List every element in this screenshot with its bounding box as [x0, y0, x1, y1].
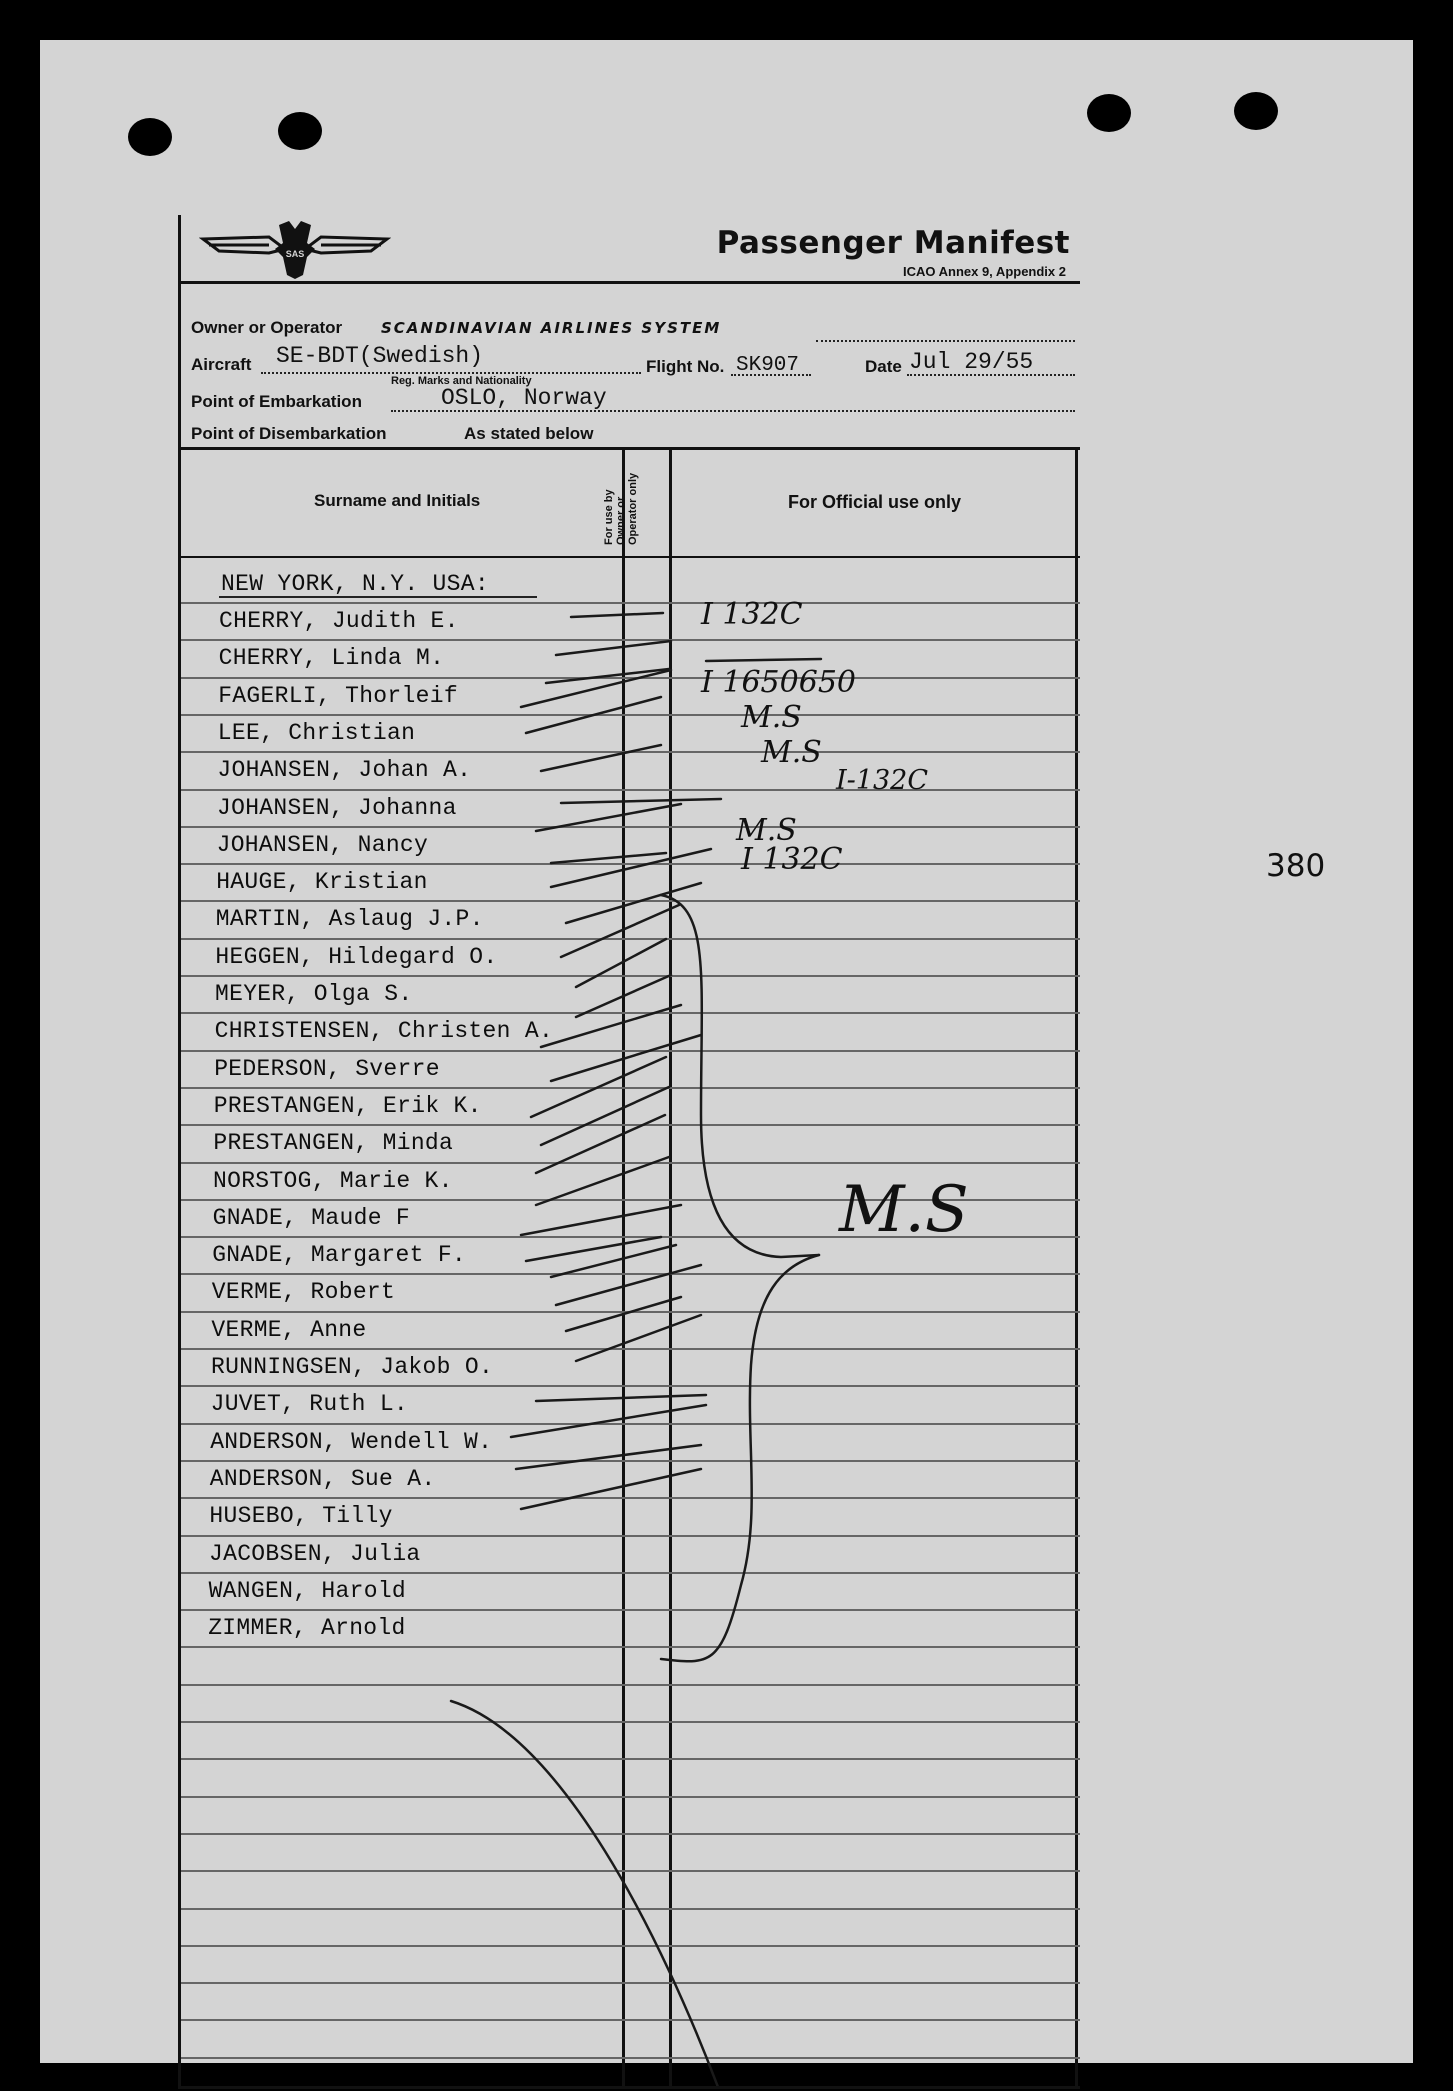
passenger-name: HUSEBO, Tilly	[209, 1503, 393, 1530]
official-mark-row8: I 132C	[741, 842, 843, 877]
manifest-form	[178, 215, 1080, 2089]
passenger-name: JOHANSEN, Nancy	[216, 831, 429, 858]
flight-label: Flight No.	[646, 357, 725, 376]
svg-text:SAS: SAS	[285, 249, 305, 259]
official-mark-row1: I 132C	[701, 597, 803, 632]
passenger-name: LEE, Christian	[217, 719, 416, 746]
owner-use-header-line3: Operator only	[627, 472, 639, 545]
official-mark-row3: I 1650650	[701, 665, 856, 700]
passenger-name: JOHANSEN, Johanna	[217, 794, 457, 821]
passenger-name: MARTIN, Aslaug J.P.	[215, 906, 484, 933]
date-label: Date	[865, 357, 902, 376]
disembarkation-value: As stated below	[464, 424, 594, 443]
passenger-name: RUNNINGSEN, Jakob O.	[211, 1354, 494, 1380]
passenger-name: VERME, Anne	[211, 1316, 367, 1343]
passenger-name: GNADE, Maude F	[212, 1204, 411, 1231]
page-number: 380	[1266, 848, 1326, 884]
icao-reference: ICAO Annex 9, Appendix 2	[902, 264, 1066, 279]
destination-heading: NEW YORK, N.Y. USA:	[221, 571, 489, 597]
official-mark-row7: M.S	[736, 813, 797, 848]
embarkation-value: OSLO, Norway	[441, 385, 607, 411]
passenger-name: WANGEN, Harold	[208, 1577, 407, 1604]
aircraft-label: Aircraft	[191, 355, 252, 374]
passenger-name: CHRISTENSEN, Christen A.	[214, 1018, 554, 1045]
owner-use-header-line2: Owner or	[615, 496, 627, 545]
aircraft-value: SE-BDT(Swedish)	[276, 343, 484, 369]
official-mark-row4: M.S	[741, 700, 802, 735]
passenger-name: PEDERSON, Sverre	[214, 1055, 440, 1082]
disembarkation-label: Point of Disembarkation	[191, 424, 387, 443]
punch-hole	[1234, 92, 1278, 130]
passenger-name: MEYER, Olga S.	[215, 981, 413, 1007]
form-title: Passenger Manifest	[716, 225, 1070, 261]
official-mark-row6: I-132C	[836, 765, 928, 796]
official-mark-bracket: M.S	[839, 1173, 969, 1247]
passenger-name: ANDERSON, Wendell W.	[210, 1428, 493, 1455]
passenger-name: ANDERSON, Sue A.	[209, 1465, 436, 1492]
official-column-header: For Official use only	[788, 492, 962, 512]
passenger-name: FAGERLI, Thorleif	[218, 682, 458, 709]
embarkation-label: Point of Embarkation	[191, 392, 362, 411]
flight-value: SK907	[736, 354, 800, 377]
punch-hole	[278, 112, 322, 150]
passenger-name: ZIMMER, Arnold	[208, 1615, 406, 1642]
date-value: Jul 29/55	[909, 349, 1034, 375]
owner-use-header-line1: For use by	[603, 489, 615, 545]
passenger-name: CHERRY, Linda M.	[218, 645, 445, 672]
passenger-name: HAUGE, Kristian	[216, 869, 428, 896]
official-mark-row5: M.S	[761, 735, 822, 770]
passenger-name: JOHANSEN, Johan A.	[217, 757, 472, 784]
pencil-strokes	[181, 215, 1080, 2086]
passenger-name: HEGGEN, Hildegard O.	[215, 943, 498, 970]
passenger-name: PRESTANGEN, Erik K.	[213, 1092, 482, 1119]
owner-value: SCANDINAVIAN AIRLINES SYSTEM	[381, 319, 722, 337]
passenger-name: NORSTOG, Marie K.	[213, 1167, 453, 1194]
passenger-name: PRESTANGEN, Minda	[213, 1130, 454, 1157]
punch-hole	[1087, 94, 1131, 132]
punch-hole	[128, 118, 172, 156]
passenger-name: JUVET, Ruth L.	[210, 1391, 409, 1418]
passenger-name: JACOBSEN, Julia	[209, 1540, 421, 1567]
passenger-name: CHERRY, Judith E.	[219, 608, 459, 634]
passenger-name: VERME, Robert	[211, 1279, 396, 1306]
owner-label: Owner or Operator	[191, 318, 343, 337]
reg-marks-label: Reg. Marks and Nationality	[391, 375, 532, 387]
passenger-name: GNADE, Margaret F.	[212, 1242, 467, 1269]
scanned-page	[40, 40, 1413, 2063]
name-column-header: Surname and Initials	[314, 491, 481, 510]
